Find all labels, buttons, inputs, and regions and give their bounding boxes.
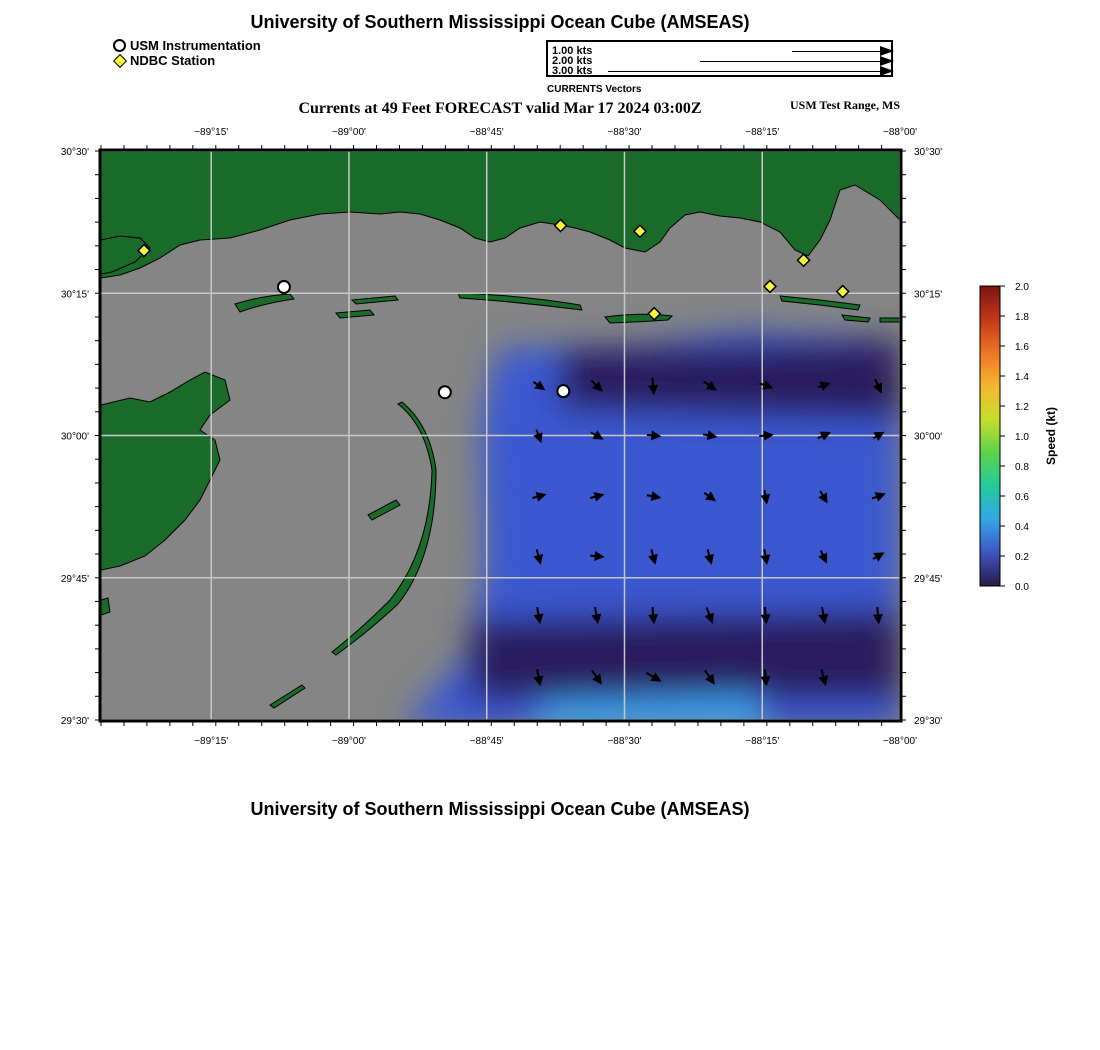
colorbar-tick-label: 0.2 bbox=[1015, 552, 1029, 563]
colorbar-label: Speed (kt) bbox=[1044, 406, 1058, 466]
current-vector-shaft bbox=[765, 669, 766, 677]
lat-label-right: 30°00' bbox=[914, 431, 943, 443]
colorbar-tick-label: 0.0 bbox=[1015, 582, 1029, 593]
lon-label-top: −88°30' bbox=[607, 127, 642, 138]
speed-field-low-north bbox=[560, 340, 900, 420]
colorbar-tick-label: 1.0 bbox=[1015, 432, 1029, 443]
map-region-label: USM Test Range, MS bbox=[789, 98, 900, 112]
current-vector-shaft bbox=[764, 549, 765, 556]
current-vector-shaft bbox=[877, 607, 878, 615]
lat-label-left: 30°00' bbox=[60, 431, 89, 443]
lat-label-left: 29°45' bbox=[60, 573, 89, 585]
lon-label-bottom: −88°15' bbox=[745, 736, 780, 747]
speed-field-high bbox=[540, 695, 760, 730]
colorbar-tick-label: 1.2 bbox=[1015, 402, 1029, 413]
lon-label-bottom: −88°30' bbox=[607, 736, 642, 747]
vector-scale-label-3: 3.00 kts bbox=[552, 65, 593, 77]
lon-label-bottom: −88°45' bbox=[469, 736, 504, 747]
lon-label-top: −89°00' bbox=[331, 127, 366, 138]
colorbar-tick-label: 2.0 bbox=[1015, 282, 1029, 293]
usm-instrument-marker bbox=[557, 385, 569, 397]
lat-label-right: 29°45' bbox=[914, 573, 943, 585]
vector-scale-label-1: 1.00 kts bbox=[552, 45, 593, 57]
lat-label-right: 30°30' bbox=[914, 147, 943, 158]
lon-label-bottom: −88°00' bbox=[883, 736, 917, 747]
colorbar-tick-label: 1.4 bbox=[1015, 372, 1029, 383]
legend-usm-label: USM Instrumentation bbox=[130, 38, 261, 53]
usm-instrument-marker bbox=[278, 281, 290, 293]
colorbar-tick-label: 0.8 bbox=[1015, 462, 1029, 473]
lon-label-top: −88°15' bbox=[745, 127, 780, 138]
island-east bbox=[880, 318, 900, 322]
lon-label-bottom: −89°15' bbox=[194, 736, 229, 747]
lat-label-left: 29°30' bbox=[60, 716, 89, 727]
lon-label-top: −88°45' bbox=[469, 127, 504, 138]
lon-label-top: −89°15' bbox=[194, 127, 229, 138]
footer-title: University of Southern Mississippi Ocean Cube (AMSEAS) bbox=[250, 799, 750, 819]
lat-label-left: 30°15' bbox=[60, 289, 89, 301]
colorbar-tick-label: 0.4 bbox=[1015, 522, 1029, 533]
current-vector-shaft bbox=[765, 607, 766, 615]
lat-label-right: 30°15' bbox=[914, 289, 943, 301]
legend-ndbc-label: NDBC Station bbox=[130, 53, 216, 68]
page-title: University of Southern Mississippi Ocean Cube (AMSEAS) bbox=[250, 12, 750, 32]
vector-legend-caption: CURRENTS Vectors bbox=[547, 84, 642, 95]
vector-scale-label-2: 2.00 kts bbox=[552, 55, 593, 67]
lon-label-top: −88°00' bbox=[883, 127, 917, 138]
delta-marsh-small bbox=[101, 598, 110, 615]
colorbar-tick-label: 1.8 bbox=[1015, 312, 1029, 323]
colorbar-tick-label: 1.6 bbox=[1015, 342, 1029, 353]
lon-label-bottom: −89°00' bbox=[331, 736, 366, 747]
current-vector-shaft bbox=[652, 378, 653, 386]
speed-colorbar bbox=[980, 282, 1058, 593]
map-subtitle: Currents at 49 Feet FORECAST valid Mar 17 2024 03:00Z bbox=[298, 100, 702, 117]
colorbar-gradient bbox=[980, 286, 1000, 586]
colorbar-ticks bbox=[1000, 282, 1029, 593]
speed-field-low-south bbox=[470, 610, 900, 700]
usm-instrument-marker bbox=[439, 386, 451, 398]
lat-label-left: 30°30' bbox=[60, 147, 89, 158]
current-vector-shaft bbox=[652, 607, 653, 615]
colorbar-tick-label: 0.6 bbox=[1015, 492, 1029, 503]
lat-label-right: 29°30' bbox=[914, 716, 943, 727]
